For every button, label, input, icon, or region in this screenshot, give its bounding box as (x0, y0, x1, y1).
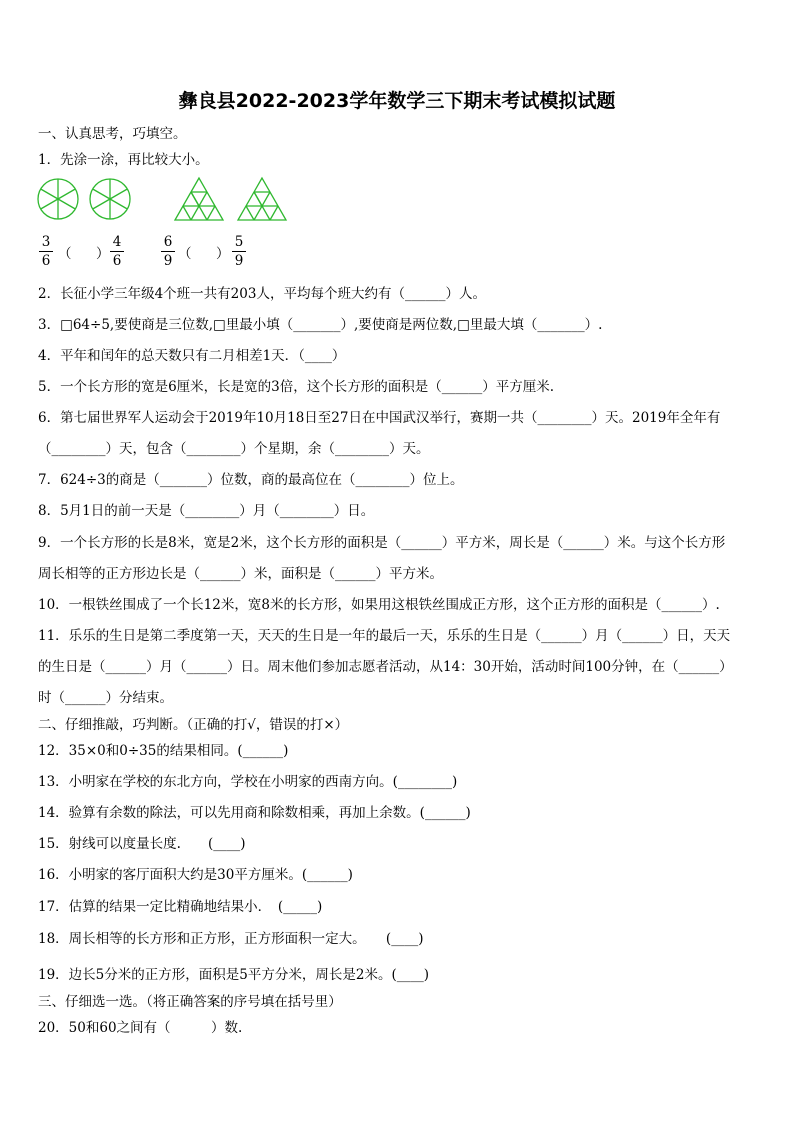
denominator: 9 (163, 253, 173, 269)
denominator: 6 (41, 253, 51, 269)
numerator: 5 (234, 234, 244, 250)
question-10: 10．一根铁丝围成了一个长12米，宽8米的长方形，如果用这根铁丝围成正方形，这个正方形的面积是（______）. (38, 597, 720, 613)
triangle-figure-ninths-2 (238, 178, 286, 220)
question-5: 5．一个长方形的宽是6厘米，长是宽的3倍，这个长方形的面积是（______）平方厘米. (38, 379, 555, 395)
question-11-line-2: 的生日是（______）月（______）日。周末他们参加志愿者活动，从14：30开始，活动时间100分钟，在（______） (38, 659, 733, 675)
question-18: 18．周长相等的长方形和正方形，正方形面积一定大。 (____) (38, 931, 424, 947)
question-6-line-2: （________）天，包含（________）个星期，余（________）天。 (38, 441, 430, 457)
compare-paren-open-2: （ (178, 246, 192, 262)
question-8: 8．5月1日的前一天是（________）月（________）日。 (38, 503, 375, 519)
question-3: 3．□64÷5,要使商是三位数,□里最小填（_______）,要使商是两位数,□里最大填（_______）. (38, 317, 603, 333)
circle-figure-sixths-1 (38, 179, 78, 219)
question-19: 19．边长5分米的正方形，面积是5平方分米，周长是2米。(____) (38, 967, 429, 983)
page-title: 彝良县2022-2023学年数学三下期末考试模拟试题 (178, 90, 616, 112)
compare-paren-close-1: ） (96, 246, 110, 262)
question-7: 7．624÷3的商是（_______）位数，商的最高位在（________）位上。 (38, 472, 464, 488)
fraction-5-9 (232, 234, 246, 269)
numerator: 3 (41, 234, 51, 250)
fraction-3-6 (39, 234, 53, 269)
fraction-4-6 (110, 234, 124, 269)
numerator: 4 (112, 234, 122, 250)
question-12: 12．35×0和0÷35的结果相同。(______) (38, 743, 289, 759)
question-17: 17．估算的结果一定比精确地结果小． (_____) (38, 899, 323, 915)
question-20: 20．50和60之间有（ ）数. (38, 1020, 243, 1036)
question-15: 15．射线可以度量长度. (____) (38, 836, 246, 852)
question-11-line-1: 11．乐乐的生日是第二季度第一天，天天的生日是一年的最后一天，乐乐的生日是（______）月（______）日，天天 (38, 628, 731, 644)
circle-figure-sixths-2 (90, 179, 130, 219)
compare-paren-close-2: ） (216, 246, 230, 262)
section-heading-2: 二、仔细推敲，巧判断。（正确的打√，错误的打×） (38, 717, 349, 733)
question-14: 14．验算有余数的除法，可以先用商和除数相乘，再加上余数。(______) (38, 805, 471, 821)
question-16: 16．小明家的客厅面积大约是30平方厘米。(______) (38, 867, 353, 883)
question-6-line-1: 6．第七届世界军人运动会于2019年10月18日至27日在中国武汉举行，赛期一共（________）天。2019年全年有 (38, 410, 721, 426)
question-1: 1．先涂一涂，再比较大小。 (38, 152, 209, 168)
fraction-6-9 (161, 234, 175, 269)
question-11-line-3: 时（______）分结束。 (38, 690, 173, 706)
question-2: 2．长征小学三年级4个班一共有203人，平均每个班大约有（______）人。 (38, 286, 486, 302)
fraction-figures (36, 176, 296, 226)
triangle-figure-ninths-1 (175, 178, 223, 220)
question-9-line-1: 9．一个长方形的长是8米，宽是2米，这个长方形的面积是（______）平方米，周长是（______）米。与这个长方形 (38, 535, 726, 551)
question-13: 13．小明家在学校的东北方向，学校在小明家的西南方向。(________) (38, 774, 458, 790)
question-9-line-2: 周长相等的正方形边长是（______）米，面积是（______）平方米。 (38, 566, 443, 582)
denominator: 9 (234, 253, 244, 269)
section-heading-1: 一、认真思考，巧填空。 (38, 126, 187, 142)
numerator: 6 (163, 234, 173, 250)
section-heading-3: 三、仔细选一选。（将正确答案的序号填在括号里） (38, 994, 342, 1010)
compare-paren-open-1: （ (58, 246, 72, 262)
question-4: 4．平年和闰年的总天数只有二月相差1天．（____） (38, 348, 346, 364)
denominator: 6 (112, 253, 122, 269)
